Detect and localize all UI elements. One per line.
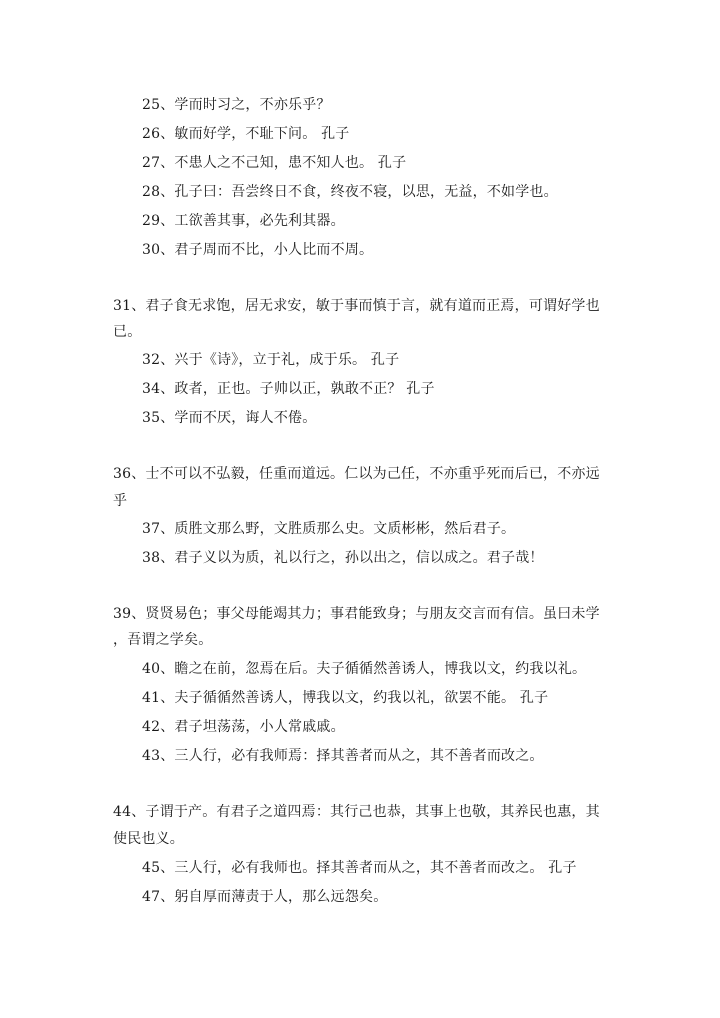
quote-line-36-continued: 乎 xyxy=(113,493,128,509)
quote-line-44-continued: 使民也义。 xyxy=(113,831,184,847)
quote-line-32: 32、兴于《诗》，立于礼，成于乐。 孔子 xyxy=(142,352,400,368)
quote-line-29: 29、工欲善其事，必先利其器。 xyxy=(142,213,345,229)
quote-line-37: 37、质胜文那么野，文胜质那么史。文质彬彬，然后君子。 xyxy=(142,521,516,537)
quote-line-36: 36、士不可以不弘毅，任重而道远。仁以为己任，不亦重乎死而后已，不亦远 xyxy=(113,466,600,482)
quote-line-31-continued: 已。 xyxy=(113,324,142,340)
quote-line-35: 35、学而不厌，诲人不倦。 xyxy=(142,410,317,426)
quote-line-40: 40、瞻之在前，忽焉在后。夫子循循然善诱人，博我以文，约我以礼。 xyxy=(142,661,587,677)
quote-line-27: 27、不患人之不己知，患不知人也。 孔子 xyxy=(142,155,407,171)
quote-line-44: 44、子谓于产。有君子之道四焉：其行己也恭，其事上也敬，其养民也惠，其 xyxy=(113,804,600,820)
quote-line-42: 42、君子坦荡荡，小人常戚戚。 xyxy=(142,719,345,735)
quote-line-34: 34、政者，正也。子帅以正，孰敢不正？ 孔子 xyxy=(142,381,435,397)
quote-line-39-continued: ，吾谓之学矣。 xyxy=(113,632,213,648)
quote-line-47: 47、躬自厚而薄责于人，那么远怨矣。 xyxy=(142,889,388,905)
quote-line-39: 39、贤贤易色；事父母能竭其力；事君能致身；与朋友交言而有信。虽曰未学 xyxy=(113,606,600,622)
quote-line-41: 41、夫子循循然善诱人，博我以文，约我以礼，欲罢不能。 孔子 xyxy=(142,690,549,706)
quote-line-30: 30、君子周而不比，小人比而不周。 xyxy=(142,242,374,258)
quote-line-26: 26、敏而好学，不耻下问。 孔子 xyxy=(142,126,350,142)
quote-line-25: 25、学而时习之，不亦乐乎？ xyxy=(142,97,331,113)
quote-line-28: 28、孔子曰：吾尝终日不食，终夜不寝，以思，无益，不如学也。 xyxy=(142,184,558,200)
quote-line-45: 45、三人行，必有我师也。择其善者而从之，其不善者而改之。 孔子 xyxy=(142,860,577,876)
quote-line-31: 31、君子食无求饱，居无求安，敏于事而慎于言，就有道而正焉，可谓好学也 xyxy=(113,298,600,314)
quote-line-43: 43、三人行，必有我师焉：择其善者而从之，其不善者而改之。 xyxy=(142,748,544,764)
quote-line-38: 38、君子义以为质，礼以行之，孙以出之，信以成之。君子哉！ xyxy=(142,550,544,566)
